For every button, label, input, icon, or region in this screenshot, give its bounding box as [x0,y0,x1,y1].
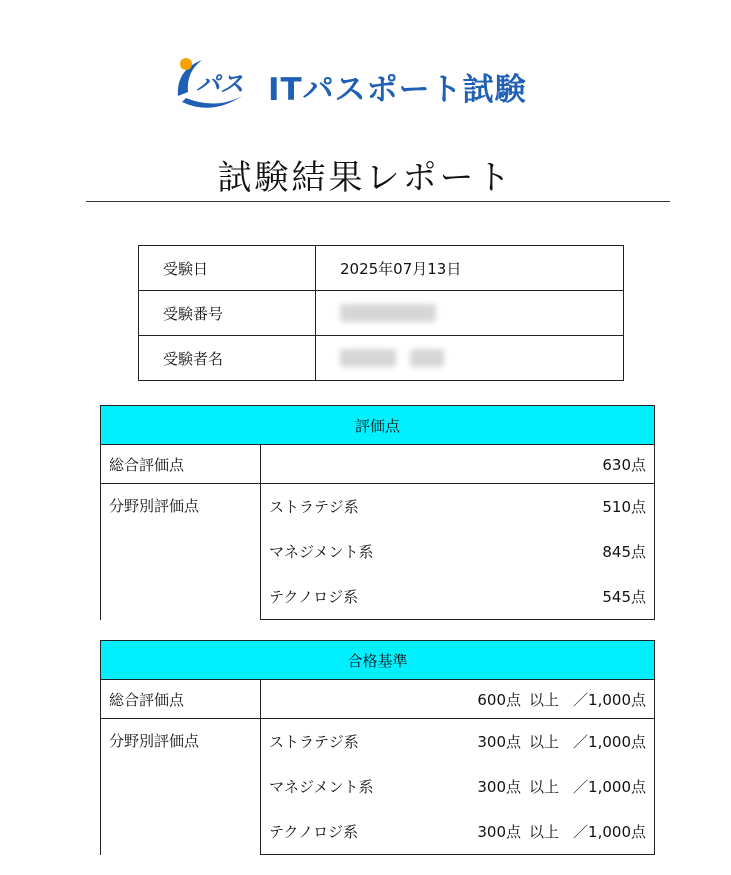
field-name: テクノロジ系 [269,823,359,841]
page-title: 試験結果レポート [217,158,514,198]
table-row [139,246,624,291]
exam-date-value: 2025年07月13日 [316,246,624,291]
exam-number-value [316,291,624,336]
criteria-max: ／1,000点 [573,778,646,796]
pass-criteria-table [100,640,655,855]
table-row [101,484,655,530]
field-score-value: 845点 [602,543,646,561]
examinee-name-value [316,336,624,381]
criteria-points: 300点 [477,733,522,751]
criteria-above: 以上 [529,823,560,841]
field-name: ストラテジ系 [269,733,359,751]
score-table [100,405,655,620]
table-row [101,680,655,719]
table-row [101,719,655,765]
examinee-info-table [138,245,624,381]
logo-text: ITパスポート試験 [268,72,527,108]
criteria-points: 300点 [477,778,522,796]
field-name: テクノロジ系 [269,588,359,606]
field-name: マネジメント系 [269,543,374,561]
exam-number-label: 受験番号 [139,291,316,336]
criteria-max: ／1,000点 [573,690,646,709]
redacted-surname [340,349,396,367]
criteria-max: ／1,000点 [573,823,646,841]
logo [0,52,731,124]
field-name: マネジメント系 [269,778,374,796]
field-name: ストラテジ系 [269,498,359,516]
criteria-above: 以上 [529,733,560,751]
criteria-field-label: 分野別評価点 [101,719,261,855]
criteria-max: ／1,000点 [573,733,646,751]
examinee-name-label: 受験者名 [139,336,316,381]
criteria-total-label: 総合評価点 [101,680,261,719]
title-divider [86,201,670,202]
ipass-logo-mark [172,52,250,114]
field-score-value: 545点 [602,588,646,606]
criteria-points: 300点 [477,823,522,841]
score-table-header: 評価点 [101,406,655,445]
field-score-label: 分野別評価点 [101,484,261,620]
exam-date-label: 受験日 [139,246,316,291]
total-score-value: 630点 [602,455,646,474]
redacted-given-name [410,349,444,367]
criteria-points: 600点 [477,690,522,709]
redacted-exam-number [340,304,436,322]
criteria-above: 以上 [529,778,560,796]
table-row [139,336,624,381]
table-row [139,291,624,336]
logo-mark-text: パス [196,70,244,98]
field-score-value: 510点 [602,498,646,516]
total-score-label: 総合評価点 [101,445,261,484]
table-row [101,445,655,484]
criteria-above: 以上 [529,690,560,709]
criteria-table-header: 合格基準 [101,641,655,680]
